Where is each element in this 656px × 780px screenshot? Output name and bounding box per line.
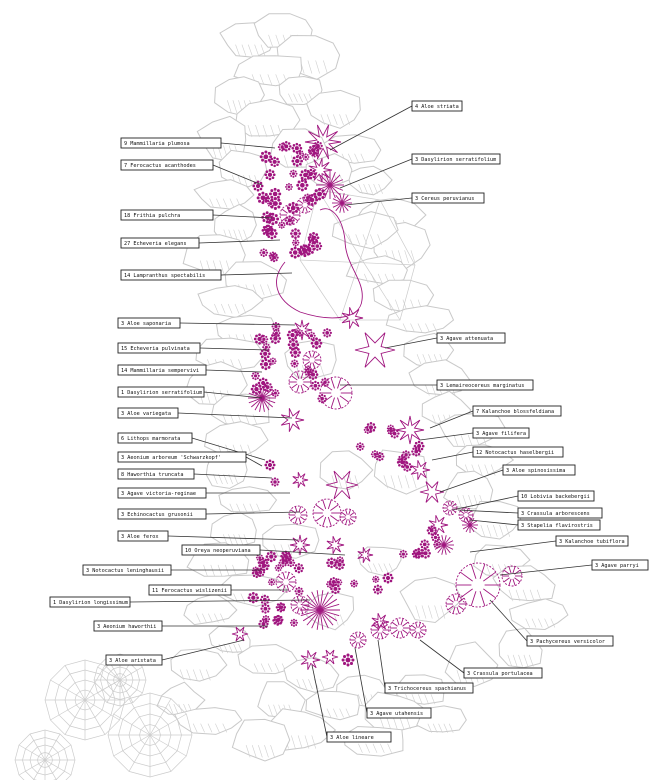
svg-text:3 Cereus peruvianus: 3 Cereus peruvianus	[415, 196, 475, 202]
plant-cluster-symbol	[382, 572, 393, 583]
leader-line	[206, 512, 300, 514]
rock	[232, 719, 289, 761]
plant-label	[118, 509, 206, 519]
svg-text:3 Aeonium haworthii: 3 Aeonium haworthii	[97, 624, 157, 630]
plant-cluster-symbol	[281, 141, 292, 152]
plant-cluster-symbol	[310, 381, 320, 391]
svg-text:27 Echeveria elegans: 27 Echeveria elegans	[124, 241, 187, 247]
plant-label	[121, 238, 199, 248]
rock	[219, 487, 277, 513]
plant-star-symbol	[327, 536, 344, 554]
rock	[358, 547, 401, 576]
plant-cluster-symbol	[350, 580, 358, 588]
plant-label	[385, 683, 473, 693]
rock	[320, 451, 373, 490]
plant-label	[118, 365, 206, 375]
plant-label	[437, 380, 533, 390]
plant-cluster-symbol	[260, 358, 272, 370]
svg-text:8 Haworthia truncata: 8 Haworthia truncata	[121, 472, 184, 478]
plant-cluster-symbol	[276, 602, 286, 612]
plant-label	[118, 387, 204, 397]
plant-label	[118, 433, 192, 443]
plant-cluster-symbol	[402, 462, 412, 472]
plant-cluster-symbol	[271, 389, 279, 397]
plant-cluster-symbol	[259, 248, 268, 257]
plant-label	[118, 318, 180, 328]
rock	[493, 566, 555, 602]
plant-label	[149, 585, 231, 595]
plant-cluster-symbol	[420, 548, 431, 559]
plant-cluster-symbol	[262, 225, 273, 236]
svg-text:11 Ferocactus wislizenii: 11 Ferocactus wislizenii	[152, 588, 227, 594]
plant-label	[327, 732, 391, 742]
svg-text:3 Pachycereus versicolor: 3 Pachycereus versicolor	[530, 639, 605, 645]
plant-star-symbol	[342, 307, 363, 328]
plant-star-symbol	[281, 408, 304, 431]
plant-cluster-symbol	[278, 221, 285, 228]
plant-cluster-symbol	[266, 551, 277, 562]
plant-label	[464, 668, 542, 678]
rock	[211, 512, 257, 546]
plant-label	[412, 193, 484, 203]
web-guide	[45, 660, 125, 740]
plant-label	[94, 621, 162, 631]
rock	[171, 649, 227, 681]
plant-cluster-symbol	[291, 155, 303, 167]
svg-text:3 Lemaireocereus marginatus: 3 Lemaireocereus marginatus	[440, 383, 525, 389]
plant-cluster-symbol	[258, 619, 268, 629]
plant-label	[121, 138, 221, 148]
svg-text:7 Kalanchoe blossfeldiana: 7 Kalanchoe blossfeldiana	[476, 409, 555, 415]
plant-label	[121, 210, 213, 220]
plant-label	[367, 708, 431, 718]
plant-cluster-symbol	[334, 559, 345, 570]
plant-cluster-symbol	[308, 232, 320, 244]
svg-text:12 Notocactus haselbergii: 12 Notocactus haselbergii	[476, 450, 555, 456]
plant-cluster-symbol	[326, 580, 334, 588]
plant-cluster-symbol	[254, 333, 265, 344]
svg-text:7 Ferocactus acanthodes: 7 Ferocactus acanthodes	[124, 163, 196, 169]
plant-label	[473, 428, 529, 438]
plant-cluster-symbol	[326, 557, 337, 568]
svg-text:3 Aloe saponaria: 3 Aloe saponaria	[121, 321, 171, 327]
plant-label	[473, 447, 563, 457]
plant-label	[118, 469, 194, 479]
plant-cactus-symbol	[313, 499, 341, 527]
plant-label	[518, 508, 602, 518]
plant-cluster-symbol	[262, 615, 270, 623]
plant-cluster-symbol	[251, 372, 260, 381]
plant-cactus-symbol	[410, 622, 426, 638]
plant-cluster-symbol	[248, 592, 259, 603]
plant-cluster-symbol	[264, 169, 275, 180]
plant-cluster-symbol	[282, 557, 290, 565]
svg-text:3 Crassula arborescens: 3 Crassula arborescens	[521, 511, 590, 517]
plant-cluster-symbol	[260, 604, 270, 614]
svg-text:14 Mammillaria sempervivi: 14 Mammillaria sempervivi	[121, 368, 200, 374]
plant-star-symbol	[293, 472, 308, 488]
svg-text:3 Echinocactus grusonii: 3 Echinocactus grusonii	[121, 512, 193, 518]
plant-label	[518, 491, 594, 501]
svg-text:3 Agave utahensis: 3 Agave utahensis	[370, 711, 424, 717]
plant-cluster-symbol	[322, 328, 332, 338]
svg-text:3 Agave parryi: 3 Agave parryi	[595, 563, 639, 569]
plant-cluster-symbol	[414, 441, 425, 452]
plant-label	[118, 531, 168, 541]
plant-label	[592, 560, 648, 570]
plant-cluster-symbol	[356, 442, 365, 451]
plant-label	[412, 154, 500, 164]
plant-cluster-symbol	[290, 228, 301, 239]
plant-cluster-symbol	[364, 426, 372, 434]
svg-text:3 Kalanchoe tubiflora: 3 Kalanchoe tubiflora	[559, 539, 625, 545]
svg-text:3 Notocactus leninghausii: 3 Notocactus leninghausii	[86, 568, 165, 574]
rock	[510, 599, 568, 630]
plant-cluster-symbol	[269, 253, 278, 262]
svg-text:3 Agave victoria-reginae: 3 Agave victoria-reginae	[121, 491, 196, 497]
plant-cluster-symbol	[264, 459, 275, 470]
plant-cluster-symbol	[290, 347, 301, 358]
rock	[400, 577, 462, 622]
plant-cluster-symbol	[262, 194, 270, 202]
plant-cluster-symbol	[302, 153, 309, 160]
plant-label	[527, 636, 613, 646]
plant-star-symbol	[355, 333, 395, 368]
web-guide	[15, 730, 75, 780]
plant-cactus-symbol	[350, 632, 366, 648]
plant-cluster-symbol	[269, 157, 280, 168]
svg-text:14 Lampranthus spectabilis: 14 Lampranthus spectabilis	[124, 273, 206, 279]
svg-text:9 Mammillaria plumosa: 9 Mammillaria plumosa	[124, 141, 190, 147]
plant-cluster-symbol	[270, 333, 281, 344]
plant-label	[182, 545, 260, 555]
plant-label	[118, 408, 178, 418]
plant-label	[437, 333, 505, 343]
plant-cluster-symbol	[303, 243, 315, 255]
svg-text:10 Lobivia backebergii: 10 Lobivia backebergii	[521, 494, 590, 500]
plant-label	[121, 160, 213, 170]
plant-cactus-symbol	[289, 506, 307, 524]
plant-cluster-symbol	[291, 143, 302, 154]
plant-cluster-symbol	[420, 539, 430, 549]
plant-label	[83, 565, 171, 575]
svg-text:3 Dasylirion serratifolium: 3 Dasylirion serratifolium	[415, 157, 497, 163]
svg-text:3 Aeonium arboreum 'Schwarzkop: 3 Aeonium arboreum 'Schwarzkopf'	[121, 455, 221, 461]
plant-label	[503, 465, 575, 475]
svg-text:1 Dasylirion serratifolium: 1 Dasylirion serratifolium	[121, 390, 203, 396]
svg-text:3 Aloe variegata: 3 Aloe variegata	[121, 411, 171, 417]
plant-cluster-symbol	[412, 549, 421, 558]
plant-cluster-symbol	[296, 179, 308, 191]
plant-cluster-symbol	[308, 369, 319, 380]
svg-text:3 Agave filifera: 3 Agave filifera	[476, 431, 526, 437]
svg-text:3 Aloe ferox: 3 Aloe ferox	[121, 534, 159, 540]
svg-text:3 Aloe spinosissima: 3 Aloe spinosissima	[506, 468, 566, 474]
plant-cluster-symbol	[399, 550, 408, 559]
plant-cluster-symbol	[373, 585, 383, 595]
plant-label	[412, 101, 462, 111]
svg-text:3 Crassula portulacea: 3 Crassula portulacea	[467, 671, 533, 677]
plant-label	[106, 655, 162, 665]
svg-text:1 Dasylirion longissimum: 1 Dasylirion longissimum	[53, 600, 128, 606]
plant-cluster-symbol	[299, 169, 311, 181]
plant-cactus-symbol	[340, 509, 356, 525]
plant-label	[50, 597, 130, 607]
rock	[445, 642, 498, 687]
svg-text:15 Echeveria pulvinata: 15 Echeveria pulvinata	[121, 346, 190, 352]
plant-label	[121, 270, 221, 280]
plant-label	[473, 406, 561, 416]
plant-cluster-symbol	[256, 568, 265, 577]
plant-cluster-symbol	[294, 563, 304, 573]
plant-cluster-symbol	[289, 247, 301, 259]
plant-cluster-symbol	[285, 183, 293, 191]
plant-cactus-symbol	[291, 596, 309, 614]
plant-cluster-symbol	[306, 194, 318, 206]
plant-cluster-symbol	[342, 654, 355, 667]
plant-cluster-symbol	[292, 239, 300, 247]
svg-text:3 Aloe aristata: 3 Aloe aristata	[109, 658, 156, 664]
plant-cluster-symbol	[260, 595, 270, 605]
plant-cluster-symbol	[289, 170, 297, 178]
plant-cluster-symbol	[375, 452, 384, 461]
plant-label	[518, 520, 600, 530]
plant-cluster-symbol	[290, 359, 298, 367]
plant-labels	[50, 101, 648, 742]
plant-cluster-symbol	[275, 564, 283, 572]
plant-cactus-symbol	[371, 621, 389, 639]
plant-cluster-symbol	[272, 329, 280, 337]
plant-cluster-symbol	[268, 578, 275, 585]
svg-text:3 Aloe lineare: 3 Aloe lineare	[330, 735, 374, 741]
rock	[347, 166, 392, 195]
svg-text:18 Frithia pulchra: 18 Frithia pulchra	[124, 213, 181, 219]
plant-cluster-symbol	[372, 576, 379, 583]
plant-cluster-symbol	[401, 450, 410, 459]
rock	[175, 708, 242, 735]
plant-cluster-symbol	[335, 578, 343, 586]
plant-star-symbol	[372, 613, 389, 631]
plant-cluster-symbol	[270, 477, 279, 486]
plant-cluster-symbol	[287, 329, 298, 340]
svg-text:4 Aloe striata: 4 Aloe striata	[415, 104, 459, 110]
plant-star-symbol	[396, 416, 424, 444]
svg-text:10 Oreya neoperuviana: 10 Oreya neoperuviana	[185, 548, 251, 554]
plant-cluster-symbol	[290, 619, 298, 627]
plant-cluster-symbol	[317, 394, 326, 403]
svg-text:3 Agave attenuata: 3 Agave attenuata	[440, 336, 494, 342]
plant-cluster-symbol	[272, 615, 283, 626]
plant-label	[118, 488, 206, 498]
plant-label	[118, 452, 246, 462]
plant-cactus-symbol	[390, 618, 410, 638]
plant-cluster-symbol	[307, 332, 315, 340]
svg-text:3 Trichocereus spachianus: 3 Trichocereus spachianus	[388, 686, 467, 692]
plant-cluster-symbol	[295, 587, 304, 596]
rock	[198, 286, 263, 318]
plant-label	[556, 536, 628, 546]
svg-text:6 Lithops marmorata: 6 Lithops marmorata	[121, 436, 181, 442]
svg-text:3 Stapelia flavirostris: 3 Stapelia flavirostris	[521, 523, 593, 529]
plant-label	[118, 343, 200, 353]
